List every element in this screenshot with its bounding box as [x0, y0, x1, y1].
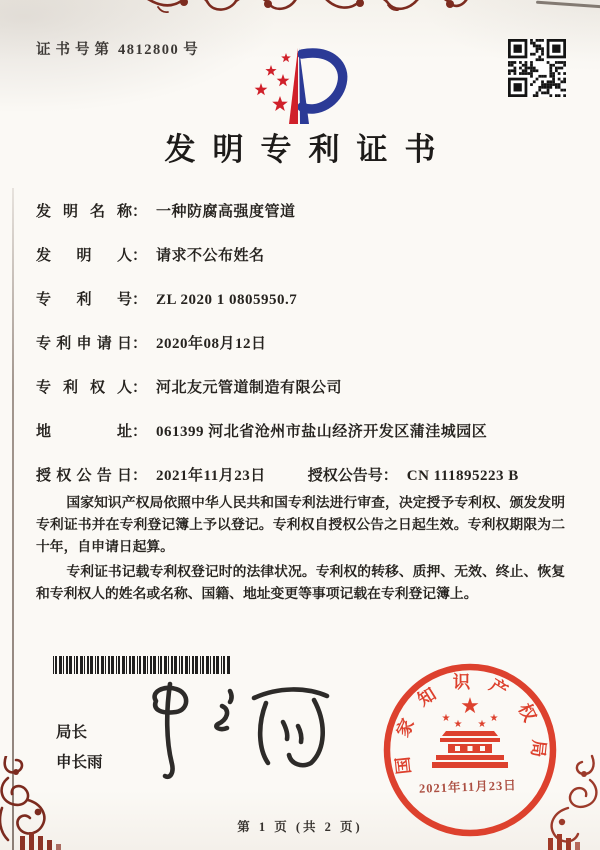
signer-name: 申长雨 [56, 754, 103, 772]
field-value: 一种防腐高强度管道 [156, 204, 296, 220]
certificate-number [36, 38, 198, 59]
field-colon: ： [132, 380, 148, 396]
legal-text [36, 492, 565, 608]
field-label: 地址 [36, 424, 132, 440]
certificate-number-value: 4812800 [118, 42, 180, 58]
field-value: CN 111895223 B [406, 468, 519, 484]
field-value: 061399 河北省沧州市盐山经济开发区蒲洼城园区 [156, 424, 488, 440]
field-colon: ： [382, 468, 398, 484]
national-emblem-icon [432, 693, 508, 768]
field-grant-number [308, 464, 519, 485]
signature-handwriting-icon [126, 666, 350, 792]
field-label: 专利号 [36, 292, 132, 308]
field-colon: ： [132, 424, 148, 440]
top-ornament-border-icon [138, 0, 472, 19]
field-colon: ： [132, 248, 148, 264]
field-label: 发明人 [36, 248, 132, 264]
qr-code-icon [508, 39, 566, 97]
seal-agency-text: 国家知识产权局 [390, 672, 550, 776]
svg-text:★: ★ [460, 693, 480, 718]
field-grant-date [36, 464, 566, 485]
certificate-number-suffix: 号 [183, 42, 198, 58]
field-value: 请求不公布姓名 [156, 248, 265, 264]
svg-text:★: ★ [453, 719, 463, 730]
page-number: 第 1 页 (共 2 页) [237, 820, 363, 834]
field-label: 发明名称 [36, 204, 132, 220]
svg-text:★: ★ [477, 719, 487, 730]
field-inventor [36, 244, 566, 265]
logo-stars [255, 53, 291, 111]
paper-top-edge [536, 1, 600, 9]
field-label: 授权公告号 [307, 468, 383, 484]
field-colon: ： [132, 204, 148, 220]
seal-date: 2021年11月23日 [418, 778, 517, 796]
cnipa-logo-icon [242, 34, 354, 128]
paper-left-edge [12, 188, 14, 850]
field-invention-name [36, 200, 566, 221]
field-label: 专利权人 [36, 380, 132, 396]
field-patent-number [36, 288, 566, 309]
bottom-left-ornament-icon [0, 756, 80, 850]
certificate-title: 发明专利证书 [164, 132, 453, 167]
field-value: ZL 2020 1 0805950.7 [156, 292, 298, 308]
field-value: 2021年11月23日 [156, 468, 266, 484]
field-label: 授权公告日 [36, 468, 132, 484]
svg-text:★: ★ [489, 713, 499, 724]
svg-text:★: ★ [441, 713, 451, 724]
signer-title: 局长 [56, 724, 88, 741]
field-list [36, 200, 566, 508]
field-label: 专利申请日 [36, 336, 132, 352]
field-colon: ： [132, 292, 148, 308]
legal-paragraph-1: 国家知识产权局依照中华人民共和国专利法进行审查，决定授予专利权、颁发发明专利证书并在专利登记簿上予以登记。专利权自授权公告之日起生效。专利权期限为二十年，自申请日起算。 [36, 495, 565, 555]
legal-paragraph-2: 专利证书记载专利权登记时的法律状况。专利权的转移、质押、无效、终止、恢复和专利权人的姓名或名称、国籍、地址变更等事项记载在专利登记簿上。 [36, 564, 565, 602]
certificate-number-prefix: 证书号第 [36, 42, 114, 58]
field-filing-date [36, 332, 566, 353]
field-value: 河北友元管道制造有限公司 [156, 380, 343, 396]
bottom-right-ornament-icon [540, 752, 600, 850]
field-value: 2020年08月12日 [156, 336, 267, 352]
field-colon: ： [132, 468, 148, 484]
field-address [36, 420, 566, 441]
field-patentee [36, 376, 566, 397]
field-colon: ： [132, 336, 148, 352]
